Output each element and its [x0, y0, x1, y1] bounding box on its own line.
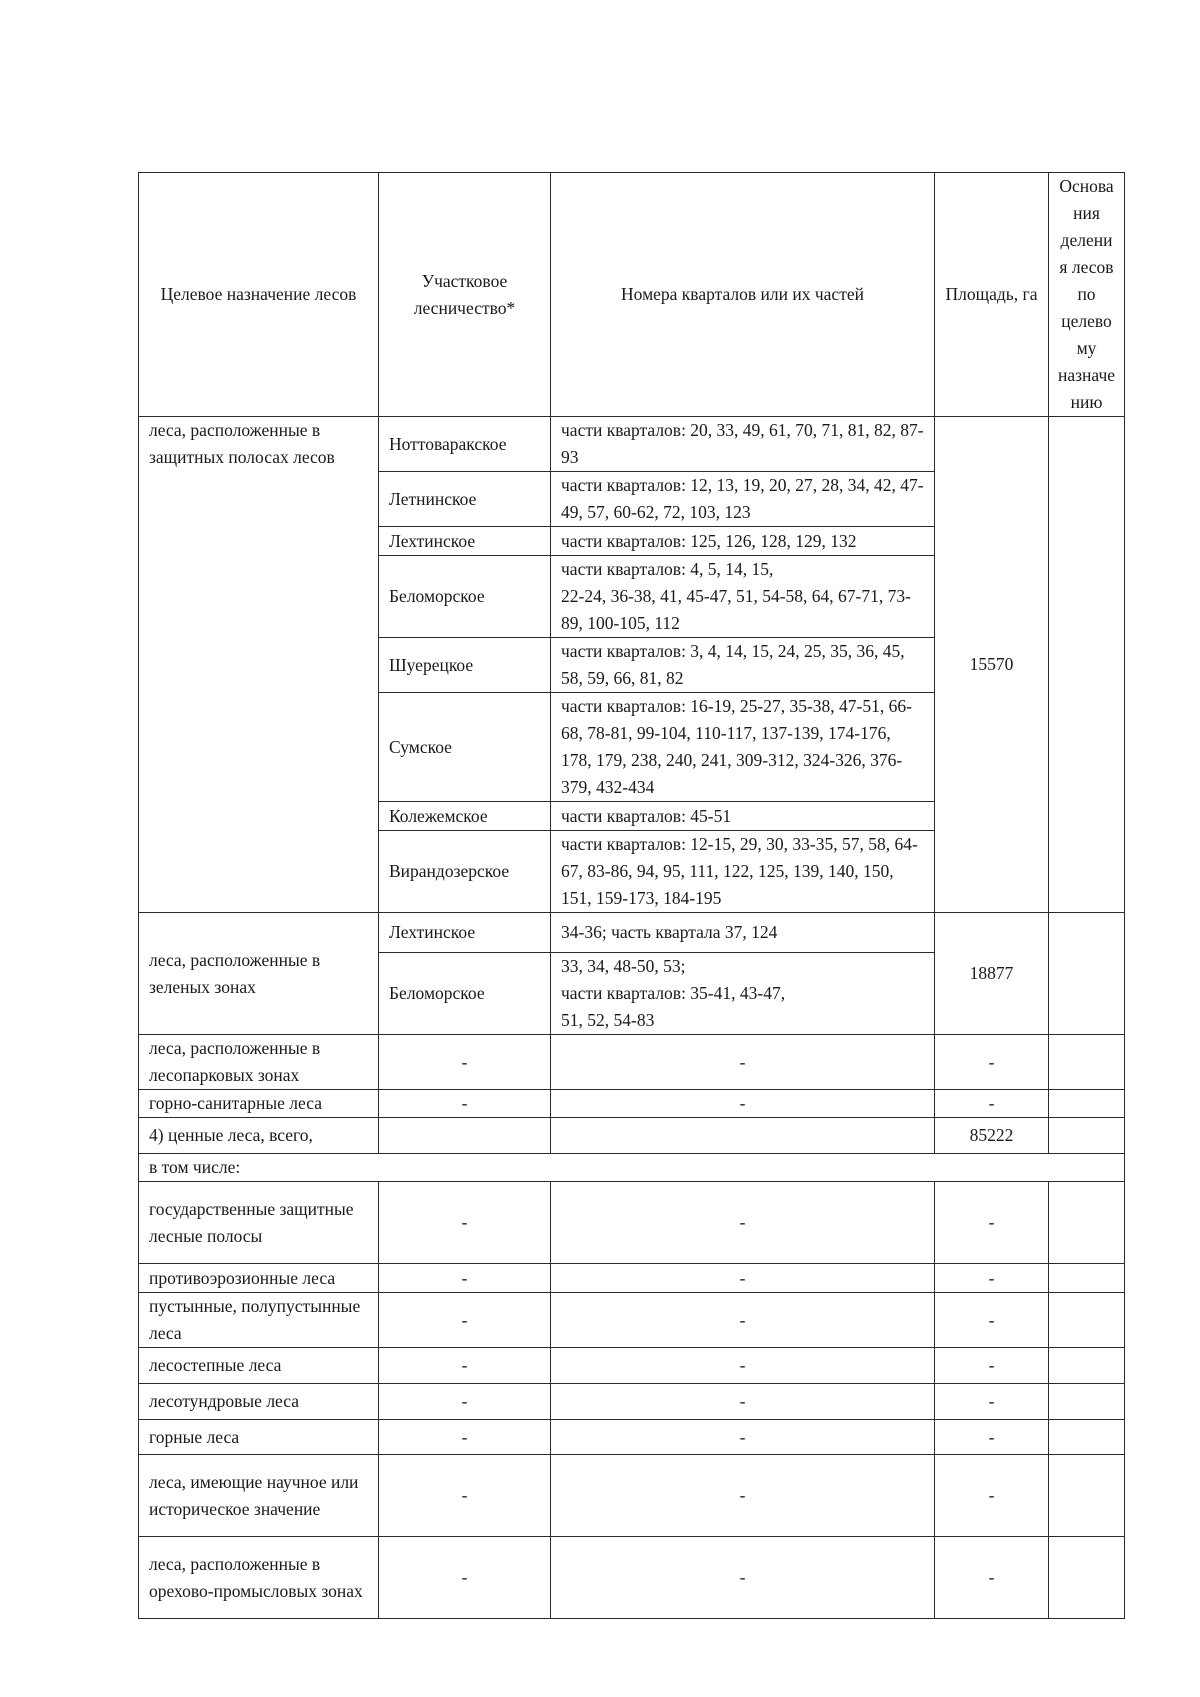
district-cell — [379, 1118, 551, 1154]
quarters-cell: - — [551, 1348, 935, 1384]
table-row — [139, 913, 1125, 953]
table-row — [139, 1420, 1125, 1455]
forest-purpose-table-page — [138, 172, 1125, 1619]
district-cell: Колежемское — [379, 802, 551, 831]
basis-cell — [1049, 1182, 1125, 1264]
area-cell: - — [935, 1420, 1049, 1455]
quarters-cell: - — [551, 1455, 935, 1537]
basis-cell — [1049, 1455, 1125, 1537]
forest-purpose-table — [138, 172, 1125, 1619]
header-district: Участковое лесничество* — [379, 173, 551, 417]
district-cell: - — [379, 1035, 551, 1090]
district-cell: - — [379, 1384, 551, 1420]
quarters-cell: части кварталов: 16-19, 25-27, 35-38, 47-51, 66-68, 78-81, 99-104, 110-117, 137-139, 174-176, 178, 179, 238, 240, 241, 309-312, 324-326, 376-379, 432-434 — [551, 693, 935, 802]
quarters-cell — [551, 1118, 935, 1154]
area-cell: - — [935, 1348, 1049, 1384]
quarters-cell: 34-36; часть квартала 37, 124 — [551, 913, 935, 953]
quarters-cell: 33, 34, 48-50, 53; части кварталов: 35-41, 43-47, 51, 52, 54-83 — [551, 953, 935, 1035]
area-cell: - — [935, 1182, 1049, 1264]
green-zones-label: леса, расположенные в зеленых зонах — [139, 913, 379, 1035]
basis-cell — [1049, 417, 1125, 913]
purpose-cell: леса, расположенные в лесопарковых зонах — [139, 1035, 379, 1090]
quarters-cell: - — [551, 1420, 935, 1455]
purpose-cell: противоэрозионные леса — [139, 1264, 379, 1293]
purpose-cell: лесотундровые леса — [139, 1384, 379, 1420]
basis-cell — [1049, 1384, 1125, 1420]
protective-strips-label: леса, расположенные в защитных полосах лесов — [139, 417, 379, 913]
quarters-cell: части кварталов: 20, 33, 49, 61, 70, 71, 81, 82, 87-93 — [551, 417, 935, 472]
district-cell: Шуерецкое — [379, 638, 551, 693]
purpose-cell: государственные защитные лесные полосы — [139, 1182, 379, 1264]
district-cell: Летнинское — [379, 472, 551, 527]
quarters-cell: - — [551, 1293, 935, 1348]
district-cell: Лехтинское — [379, 913, 551, 953]
quarters-cell: - — [551, 1035, 935, 1090]
quarters-cell: части кварталов: 45-51 — [551, 802, 935, 831]
basis-cell — [1049, 1264, 1125, 1293]
purpose-cell: леса, расположенные в орехово-промысловых зонах — [139, 1537, 379, 1619]
table-row — [139, 1455, 1125, 1537]
purpose-cell: горно-санитарные леса — [139, 1090, 379, 1118]
purpose-cell: лесостепные леса — [139, 1348, 379, 1384]
basis-cell — [1049, 1118, 1125, 1154]
area-cell: - — [935, 1537, 1049, 1619]
district-cell: Сумское — [379, 693, 551, 802]
district-cell: - — [379, 1264, 551, 1293]
table-row — [139, 1384, 1125, 1420]
district-cell: Беломорское — [379, 953, 551, 1035]
basis-cell — [1049, 1348, 1125, 1384]
table-row — [139, 417, 1125, 472]
header-area: Площадь, га — [935, 173, 1049, 417]
valuable-area: 85222 — [935, 1118, 1049, 1154]
including-label: в том числе: — [139, 1154, 1125, 1182]
district-cell: - — [379, 1090, 551, 1118]
basis-cell — [1049, 1090, 1125, 1118]
table-row — [139, 1264, 1125, 1293]
district-cell: - — [379, 1182, 551, 1264]
table-row — [139, 1293, 1125, 1348]
table-row — [139, 1537, 1125, 1619]
header-basis: Основа ния делени я лесов по целево му назначе нию — [1049, 173, 1125, 417]
quarters-cell: - — [551, 1384, 935, 1420]
quarters-cell: части кварталов: 3, 4, 14, 15, 24, 25, 35, 36, 45, 58, 59, 66, 81, 82 — [551, 638, 935, 693]
quarters-cell: - — [551, 1182, 935, 1264]
district-cell: - — [379, 1293, 551, 1348]
district-cell: Ноттоваракское — [379, 417, 551, 472]
purpose-cell: пустынные, полупустынные леса — [139, 1293, 379, 1348]
area-cell: - — [935, 1035, 1049, 1090]
basis-cell — [1049, 1035, 1125, 1090]
quarters-cell: - — [551, 1090, 935, 1118]
green-zones-area: 18877 — [935, 913, 1049, 1035]
district-cell: - — [379, 1348, 551, 1384]
table-row — [139, 1035, 1125, 1090]
quarters-cell: части кварталов: 12-15, 29, 30, 33-35, 57, 58, 64-67, 83-86, 94, 95, 111, 122, 125, 139, 140, 150, 151, 159-173, 184-195 — [551, 831, 935, 913]
area-cell: - — [935, 1384, 1049, 1420]
table-row — [139, 1154, 1125, 1182]
basis-cell — [1049, 1293, 1125, 1348]
quarters-cell: - — [551, 1264, 935, 1293]
table-row — [139, 1090, 1125, 1118]
district-cell: - — [379, 1420, 551, 1455]
table-row — [139, 1182, 1125, 1264]
header-purpose: Целевое назначение лесов — [139, 173, 379, 417]
district-cell: Лехтинское — [379, 527, 551, 556]
area-cell: - — [935, 1293, 1049, 1348]
purpose-cell: леса, имеющие научное или историческое значение — [139, 1455, 379, 1537]
header-quarters: Номера кварталов или их частей — [551, 173, 935, 417]
basis-cell — [1049, 1537, 1125, 1619]
district-cell: Беломорское — [379, 556, 551, 638]
table-row — [139, 1348, 1125, 1384]
table-row — [139, 1118, 1125, 1154]
area-cell: - — [935, 1264, 1049, 1293]
quarters-cell: части кварталов: 4, 5, 14, 15, 22-24, 36-38, 41, 45-47, 51, 54-58, 64, 67-71, 73-89, 100-105, 112 — [551, 556, 935, 638]
district-cell: - — [379, 1455, 551, 1537]
basis-cell — [1049, 1420, 1125, 1455]
table-header-row — [139, 173, 1125, 417]
quarters-cell: части кварталов: 125, 126, 128, 129, 132 — [551, 527, 935, 556]
area-cell: - — [935, 1455, 1049, 1537]
basis-cell — [1049, 913, 1125, 1035]
quarters-cell: части кварталов: 12, 13, 19, 20, 27, 28, 34, 42, 47-49, 57, 60-62, 72, 103, 123 — [551, 472, 935, 527]
district-cell: Вирандозерское — [379, 831, 551, 913]
district-cell: - — [379, 1537, 551, 1619]
purpose-cell: горные леса — [139, 1420, 379, 1455]
valuable-label: 4) ценные леса, всего, — [139, 1118, 379, 1154]
quarters-cell: - — [551, 1537, 935, 1619]
area-cell: - — [935, 1090, 1049, 1118]
protective-strips-area: 15570 — [935, 417, 1049, 913]
